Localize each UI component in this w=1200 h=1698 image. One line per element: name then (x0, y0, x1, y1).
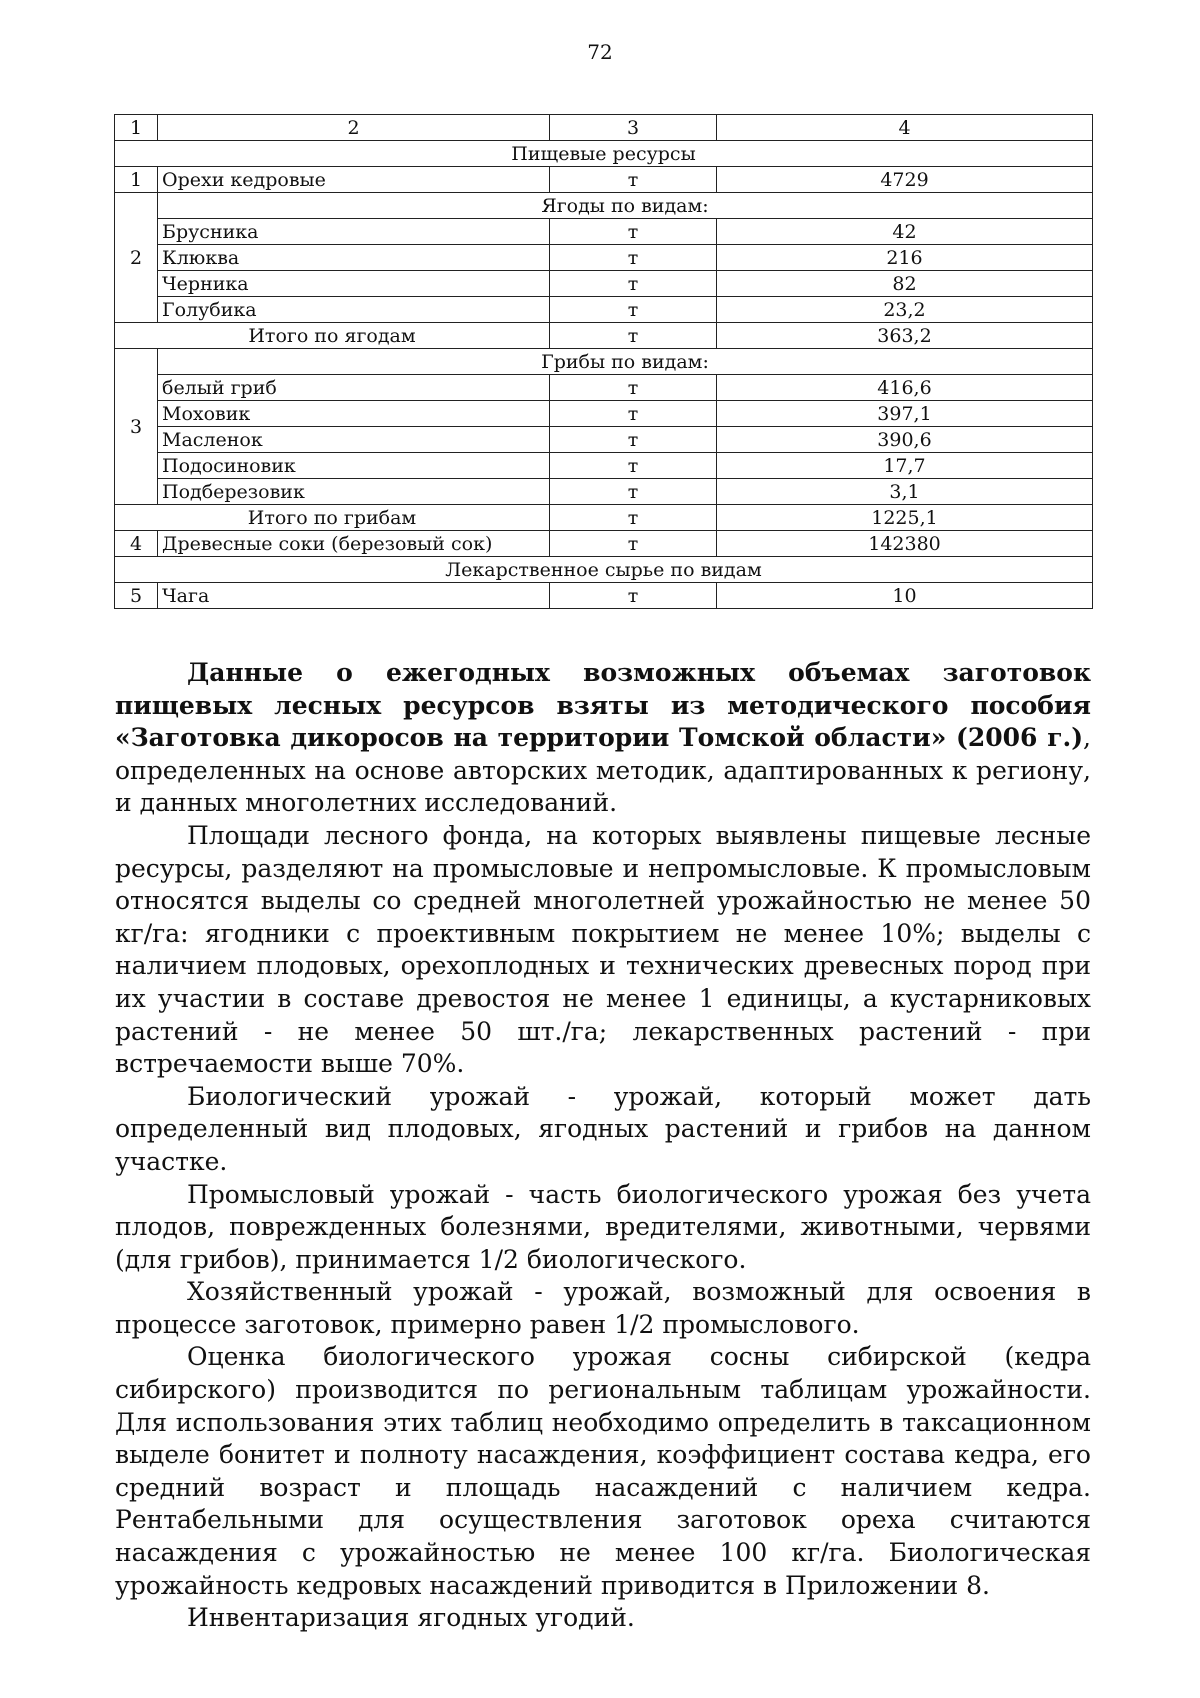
paragraph-forest-areas: Площади лесного фонда, на которых выявлены пищевые лесные ресурсы, разделяют на промысловые и непромысловые. К промысловым относятся выделы со средней многолетней урожайностью не менее 50 кг/га: ягодники с проективным покрытием не менее 10%; выделы с наличием плодовых, орехоплодных и технических древесных пород при их участии в составе древостоя не менее 1 единицы, а кустарниковых растений - не менее 50 шт./га; лекарственных растений - при встречаемости выше 70%. (115, 820, 1091, 1079)
header-cell: 2 (158, 115, 550, 141)
row-value: 397,1 (717, 401, 1093, 427)
row-value: 390,6 (717, 427, 1093, 453)
paragraph-cedar-assessment: Оценка биологического урожая сосны сибирской (кедра сибирского) производится по региональным таблицам урожайности. Для использования этих таблиц необходимо определить в таксационном выделе бонитет и полноту насаждения, коэффициент состава кедра, его средний возраст и площадь насаждений с наличием кедра. Рентабельными для осуществления заготовок ореха считаются насаждения с урожайностью не менее 100 кг/га. Биологическая урожайность кедровых насаждений приводится в Приложении 8. (115, 1342, 1091, 1600)
row-unit: т (550, 583, 717, 609)
row-name: Чага (158, 583, 550, 609)
row-value: 17,7 (717, 453, 1093, 479)
paragraph-berry-inventory: Инвентаризация ягодных угодий. (187, 1603, 635, 1633)
paragraph-bold-lead: Данные о ежегодных возможных объемах заготовок пищевых лесных ресурсов взяты из методического пособия «Заготовка дикоросов на территории Томской области» (2006 г.) (115, 658, 1091, 753)
section-title: Пищевые ресурсы (115, 141, 1093, 167)
row-unit: т (550, 297, 717, 323)
row-name: Масленок (158, 427, 550, 453)
group-heading: Грибы по видам: (158, 349, 1093, 375)
row-name: Черника (158, 271, 550, 297)
table-row (115, 531, 1093, 557)
row-name: Брусника (158, 219, 550, 245)
body-text (115, 657, 1091, 1635)
row-value: 82 (717, 271, 1093, 297)
table-row (115, 375, 1093, 401)
row-name: Голубика (158, 297, 550, 323)
row-unit: т (550, 453, 717, 479)
table-row (115, 167, 1093, 193)
row-value: 216 (717, 245, 1093, 271)
paragraph-economic-yield: Хозяйственный урожай - урожай, возможный для освоения в процессе заготовок, примерно равен 1/2 промыслового. (115, 1277, 1091, 1339)
row-unit: т (550, 323, 717, 349)
row-name: Подберезовик (158, 479, 550, 505)
row-unit: т (550, 167, 717, 193)
table-row (115, 401, 1093, 427)
row-unit: т (550, 401, 717, 427)
row-value: 1225,1 (717, 505, 1093, 531)
section-row (115, 141, 1093, 167)
header-cell: 4 (717, 115, 1093, 141)
total-row (115, 323, 1093, 349)
row-value: 42 (717, 219, 1093, 245)
group-heading: Ягоды по видам: (158, 193, 1093, 219)
row-unit: т (550, 479, 717, 505)
row-name: Древесные соки (березовый сок) (158, 531, 550, 557)
row-value: 10 (717, 583, 1093, 609)
table-row (115, 453, 1093, 479)
row-unit: т (550, 427, 717, 453)
row-name: белый гриб (158, 375, 550, 401)
section-row (115, 557, 1093, 583)
row-number: 2 (115, 193, 158, 323)
paragraph-continuation: , определенных на основе авторских методик, адаптированных к региону, и данных многолетних исследований. (115, 723, 1091, 818)
paragraph-biological-yield: Биологический урожай - урожай, который может дать определенный вид плодовых, ягодных растений и грибов на данном участке. (115, 1081, 1091, 1176)
row-unit: т (550, 245, 717, 271)
row-value: 23,2 (717, 297, 1093, 323)
row-number: 4 (115, 531, 158, 557)
row-value: 142380 (717, 531, 1093, 557)
header-cell: 1 (115, 115, 158, 141)
total-label: Итого по ягодам (115, 323, 550, 349)
row-name: Подосиновик (158, 453, 550, 479)
row-value: 416,6 (717, 375, 1093, 401)
row-number: 3 (115, 349, 158, 505)
row-unit: т (550, 219, 717, 245)
row-value: 363,2 (717, 323, 1093, 349)
table-row (115, 245, 1093, 271)
section-title: Лекарственное сырье по видам (115, 557, 1093, 583)
row-unit: т (550, 505, 717, 531)
group-heading-row (115, 193, 1093, 219)
page-number: 72 (587, 40, 613, 64)
row-number: 5 (115, 583, 158, 609)
table-row (115, 271, 1093, 297)
row-name: Моховик (158, 401, 550, 427)
table-row (115, 583, 1093, 609)
row-name: Орехи кедровые (158, 167, 550, 193)
row-value: 3,1 (717, 479, 1093, 505)
row-unit: т (550, 375, 717, 401)
resources-table (114, 114, 1093, 609)
total-label: Итого по грибам (115, 505, 550, 531)
table-row (115, 219, 1093, 245)
group-heading-row (115, 349, 1093, 375)
table-header-row (115, 115, 1093, 141)
table-row (115, 297, 1093, 323)
table-row (115, 427, 1093, 453)
row-unit: т (550, 531, 717, 557)
row-value: 4729 (717, 167, 1093, 193)
row-number: 1 (115, 167, 158, 193)
paragraph-data-source (115, 657, 1091, 820)
header-cell: 3 (550, 115, 717, 141)
paragraph-commercial-yield: Промысловый урожай - часть биологического урожая без учета плодов, поврежденных болезнями, вредителями, животными, червями (для грибов), принимается 1/2 биологического. (115, 1179, 1091, 1274)
total-row (115, 505, 1093, 531)
table-row (115, 479, 1093, 505)
row-name: Клюква (158, 245, 550, 271)
row-unit: т (550, 271, 717, 297)
